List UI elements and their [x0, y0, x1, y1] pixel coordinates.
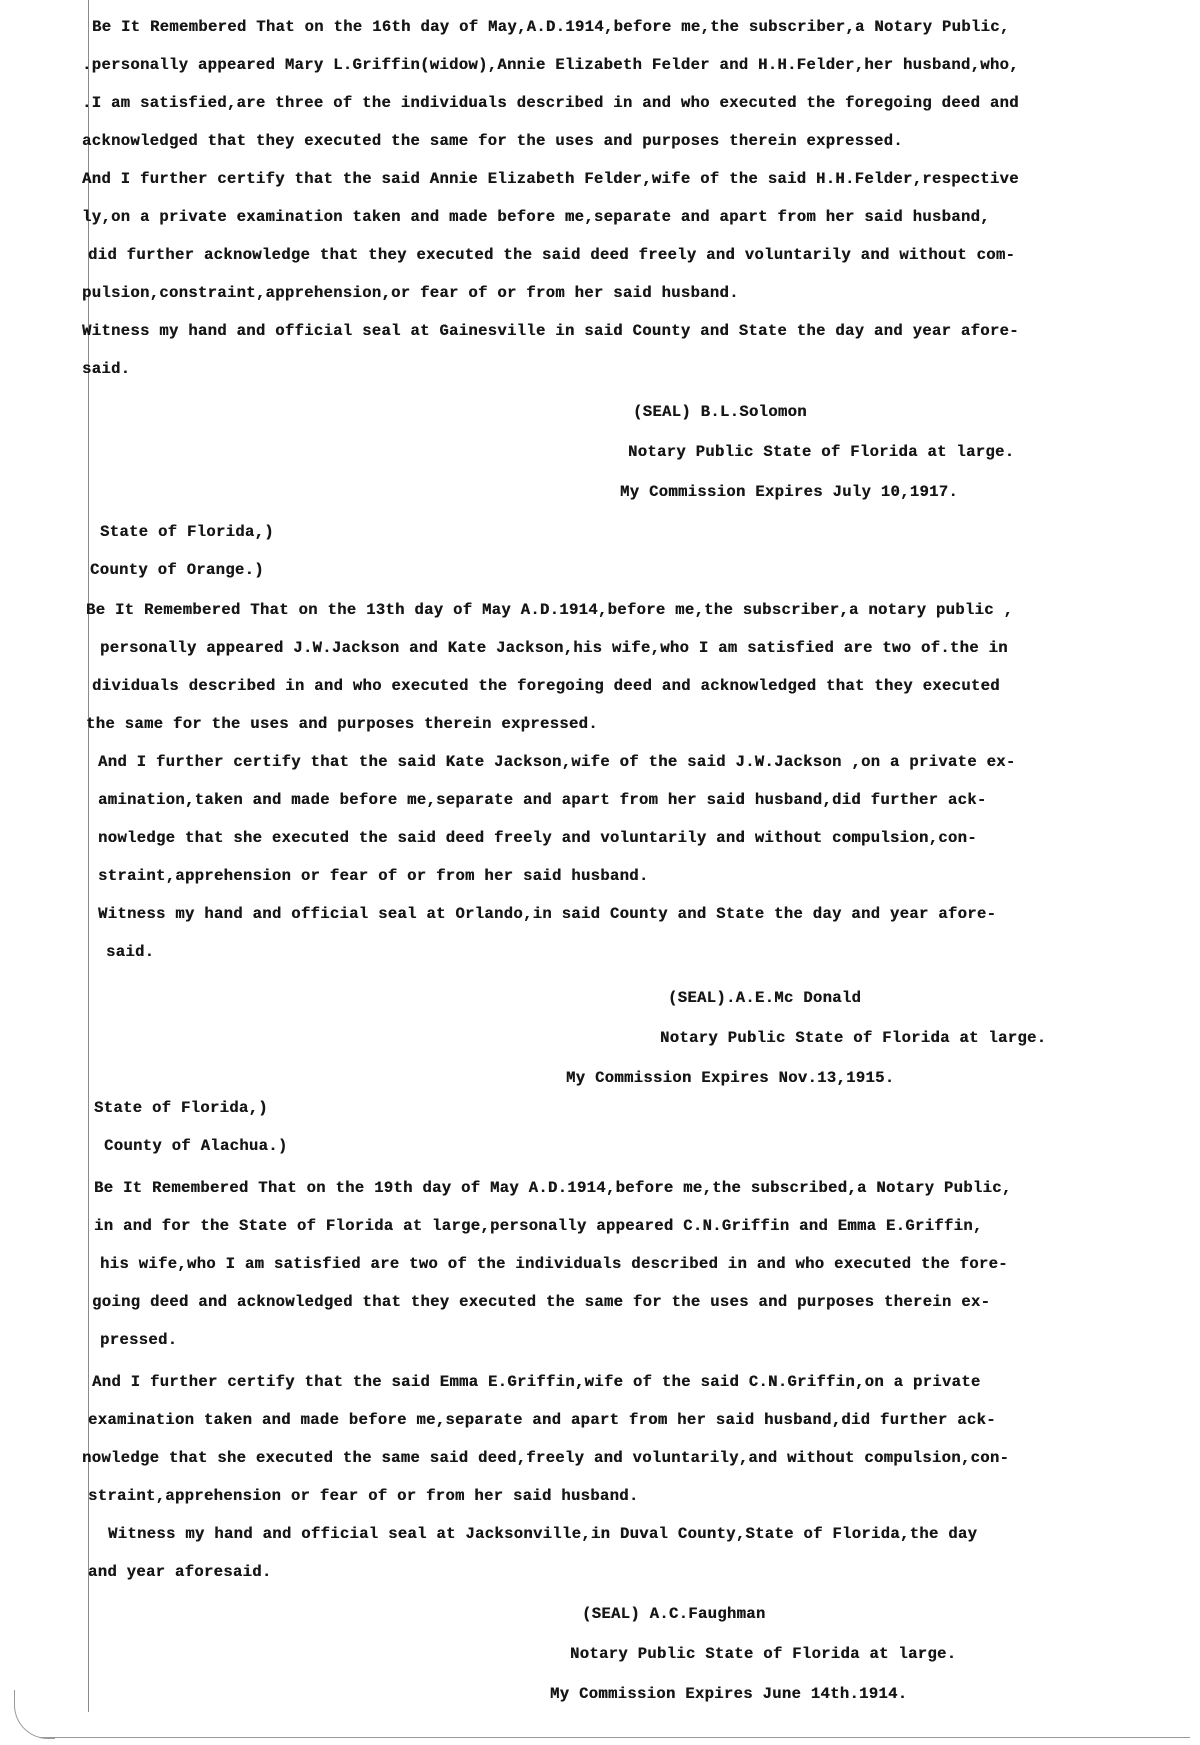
notary-signature: (SEAL) B.L.Solomon — [633, 403, 807, 421]
text-line: personally appeared J.W.Jackson and Kate Jackson,his wife,who I am satisfied are two of.the in — [100, 639, 1008, 657]
text-line: Witness my hand and official seal at Gainesville in said County and State the day and year afore- — [82, 322, 1019, 340]
text-line: pressed. — [100, 1331, 178, 1349]
notary-title: Notary Public State of Florida at large. — [570, 1645, 957, 1663]
text-line: And I further certify that the said Kate Jackson,wife of the said J.W.Jackson ,on a private ex- — [98, 753, 1016, 771]
page-corner-edge — [14, 1690, 55, 1739]
text-line: going deed and acknowledged that they executed the same for the uses and purposes therein ex- — [92, 1293, 991, 1311]
venue-county: County of Orange.) — [90, 561, 264, 579]
text-line: .personally appeared Mary L.Griffin(widow),Annie Elizabeth Felder and H.H.Felder,her husband,who, — [82, 56, 1019, 74]
text-line: Witness my hand and official seal at Jacksonville,in Duval County,State of Florida,the day — [108, 1525, 978, 1543]
venue-county: County of Alachua.) — [104, 1137, 288, 1155]
text-line: And I further certify that the said Annie Elizabeth Felder,wife of the said H.H.Felder,respective — [82, 170, 1019, 188]
text-line: Be It Remembered That on the 19th day of May A.D.1914,before me,the subscribed,a Notary Public, — [94, 1179, 1012, 1197]
text-line: Witness my hand and official seal at Orlando,in said County and State the day and year afore- — [98, 905, 997, 923]
text-line: nowledge that she executed the said deed freely and voluntarily and without compulsion,con- — [98, 829, 977, 847]
text-line: said. — [106, 943, 155, 961]
text-line: straint,apprehension or fear of or from her said husband. — [88, 1487, 639, 1505]
text-line: ly,on a private examination taken and made before me,separate and apart from her said husband, — [82, 208, 990, 226]
text-line: acknowledged that they executed the same for the uses and purposes therein expressed. — [82, 132, 903, 150]
text-line: his wife,who I am satisfied are two of the individuals described in and who executed the fore- — [100, 1255, 1008, 1273]
text-line: dividuals described in and who executed the foregoing deed and acknowledged that they executed — [92, 677, 1000, 695]
text-line: in and for the State of Florida at large,personally appeared C.N.Griffin and Emma E.Griffin, — [94, 1217, 983, 1235]
bottom-edge-rule — [40, 1737, 1190, 1738]
notary-title: Notary Public State of Florida at large. — [628, 443, 1015, 461]
text-line: pulsion,constraint,apprehension,or fear of or from her said husband. — [82, 284, 739, 302]
text-line: did further acknowledge that they executed the said deed freely and voluntarily and without com- — [88, 246, 1016, 264]
notary-commission: My Commission Expires Nov.13,1915. — [566, 1069, 895, 1087]
text-line: straint,apprehension or fear of or from her said husband. — [98, 867, 649, 885]
notary-title: Notary Public State of Florida at large. — [660, 1029, 1047, 1047]
text-line: said. — [82, 360, 131, 378]
notary-commission: My Commission Expires July 10,1917. — [620, 483, 959, 501]
notary-commission: My Commission Expires June 14th.1914. — [550, 1685, 908, 1703]
text-line: And I further certify that the said Emma E.Griffin,wife of the said C.N.Griffin,on a private — [92, 1373, 981, 1391]
text-line: .I am satisfied,are three of the individuals described in and who executed the foregoing deed and — [82, 94, 1019, 112]
notary-signature: (SEAL) A.C.Faughman — [582, 1605, 766, 1623]
text-line: Be It Remembered That on the 13th day of May A.D.1914,before me,the subscriber,a notary public , — [86, 601, 1014, 619]
text-line: nowledge that she executed the same said deed,freely and voluntarily,and without compulsion,con- — [82, 1449, 1010, 1467]
text-line: amination,taken and made before me,separate and apart from her said husband,did further ack- — [98, 791, 987, 809]
text-line: examination taken and made before me,separate and apart from her said husband,did further ack- — [88, 1411, 996, 1429]
text-line: the same for the uses and purposes therein expressed. — [86, 715, 598, 733]
venue-state: State of Florida,) — [100, 523, 274, 541]
text-line: and year aforesaid. — [88, 1563, 272, 1581]
text-line: Be It Remembered That on the 16th day of May,A.D.1914,before me,the subscriber,a Notary Public, — [92, 18, 1010, 36]
venue-state: State of Florida,) — [94, 1099, 268, 1117]
notary-signature: (SEAL).A.E.Mc Donald — [668, 989, 862, 1007]
